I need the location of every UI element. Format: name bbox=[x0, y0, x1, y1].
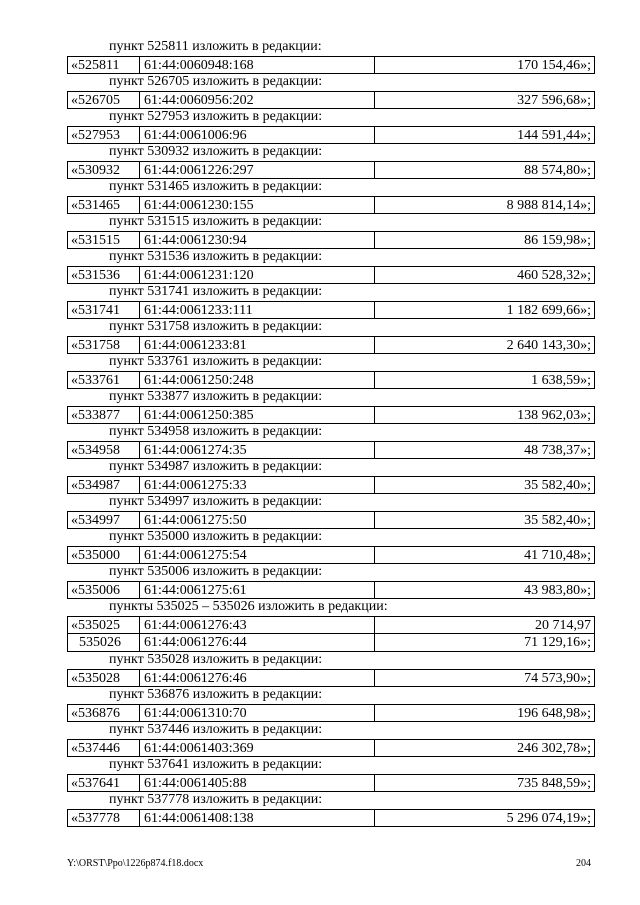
amendment-heading: пункт 530932 изложить в редакции: bbox=[109, 143, 323, 159]
item-number: «531741 bbox=[68, 302, 140, 318]
amendment-heading: пункт 537641 изложить в редакции: bbox=[109, 756, 323, 772]
cadastral-value: 144 591,44»; bbox=[517, 127, 591, 143]
table-row bbox=[67, 511, 595, 529]
item-number: «535006 bbox=[68, 582, 140, 598]
amendment-heading: пункт 527953 изложить в редакции: bbox=[109, 108, 323, 124]
item-number: «534987 bbox=[68, 477, 140, 493]
cadastral-number: 61:44:0061310:70 bbox=[140, 705, 375, 721]
item-number: «531536 bbox=[68, 267, 140, 283]
item-number: «537446 bbox=[68, 740, 140, 756]
table-row bbox=[67, 704, 595, 722]
amendment-table bbox=[67, 739, 595, 757]
cadastral-value: 2 640 143,30»; bbox=[506, 337, 591, 353]
cadastral-value: 71 129,16»; bbox=[524, 634, 591, 650]
cadastral-number: 61:44:0060948:168 bbox=[140, 57, 375, 73]
item-number: «527953 bbox=[68, 127, 140, 143]
cadastral-number: 61:44:0061275:54 bbox=[140, 547, 375, 563]
cadastral-value: 74 573,90»; bbox=[524, 670, 591, 686]
item-number: «531758 bbox=[68, 337, 140, 353]
cadastral-number: 61:44:0061233:81 bbox=[140, 337, 375, 353]
amendment-heading: пункт 533761 изложить в редакции: bbox=[109, 353, 323, 369]
cadastral-number: 61:44:0061250:385 bbox=[140, 407, 375, 423]
amendment-heading: пункт 526705 изложить в редакции: bbox=[109, 73, 323, 89]
cadastral-value: 170 154,46»; bbox=[517, 57, 591, 73]
amendment-table bbox=[67, 406, 595, 424]
table-row bbox=[67, 616, 595, 634]
amendment-table bbox=[67, 581, 595, 599]
table-row bbox=[67, 406, 595, 424]
amendment-table bbox=[67, 126, 595, 144]
cadastral-value: 196 648,98»; bbox=[517, 705, 591, 721]
amendment-table bbox=[67, 56, 595, 74]
table-row bbox=[67, 56, 595, 74]
amendment-heading: пункт 533877 изложить в редакции: bbox=[109, 388, 323, 404]
amendment-heading: пункт 531515 изложить в редакции: bbox=[109, 213, 323, 229]
item-number: «535025 bbox=[68, 617, 140, 633]
cadastral-value: 48 738,37»; bbox=[524, 442, 591, 458]
cadastral-number: 61:44:0061405:88 bbox=[140, 775, 375, 791]
cadastral-value: 5 296 074,19»; bbox=[506, 810, 591, 826]
cadastral-value: 138 962,03»; bbox=[517, 407, 591, 423]
amendment-heading: пункт 535000 изложить в редакции: bbox=[109, 528, 323, 544]
cadastral-number: 61:44:0061403:369 bbox=[140, 740, 375, 756]
cadastral-number: 61:44:0061006:96 bbox=[140, 127, 375, 143]
table-row bbox=[67, 231, 595, 249]
item-number: «533877 bbox=[68, 407, 140, 423]
amendment-table bbox=[67, 774, 595, 792]
file-path: Y:\ORST\Ppo\1226p874.f18.docx bbox=[67, 858, 204, 869]
amendment-table bbox=[67, 476, 595, 494]
item-number: 535026 bbox=[68, 634, 140, 651]
amendment-heading: пункт 536876 изложить в редакции: bbox=[109, 686, 323, 702]
amendment-table bbox=[67, 231, 595, 249]
cadastral-value: 327 596,68»; bbox=[517, 92, 591, 108]
table-row bbox=[67, 266, 595, 284]
item-number: «531515 bbox=[68, 232, 140, 248]
amendment-heading: пункт 525811 изложить в редакции: bbox=[109, 39, 322, 54]
amendment-table bbox=[67, 441, 595, 459]
table-row bbox=[67, 336, 595, 354]
cadastral-value: 35 582,40»; bbox=[524, 512, 591, 528]
page-number: 204 bbox=[576, 858, 591, 869]
table-row bbox=[67, 126, 595, 144]
page-footer bbox=[67, 857, 595, 871]
cadastral-number: 61:44:0060956:202 bbox=[140, 92, 375, 108]
cadastral-value: 20 714,97 bbox=[535, 617, 591, 633]
amendment-table bbox=[67, 301, 595, 319]
amendment-heading: пункт 535006 изложить в редакции: bbox=[109, 563, 323, 579]
amendment-heading: пункт 531741 изложить в редакции: bbox=[109, 283, 323, 299]
cadastral-number: 61:44:0061230:94 bbox=[140, 232, 375, 248]
cadastral-value: 1 638,59»; bbox=[531, 372, 591, 388]
cadastral-number: 61:44:0061226:297 bbox=[140, 162, 375, 178]
cadastral-value: 8 988 814,14»; bbox=[506, 197, 591, 213]
table-row bbox=[67, 809, 595, 827]
table-row bbox=[67, 161, 595, 179]
amendment-table bbox=[67, 336, 595, 354]
item-number: «525811 bbox=[68, 57, 140, 73]
table-row bbox=[67, 669, 595, 687]
amendment-heading: пункт 534987 изложить в редакции: bbox=[109, 458, 323, 474]
amendment-table bbox=[67, 546, 595, 564]
amendment-heading: пункт 537446 изложить в редакции: bbox=[109, 721, 323, 737]
cadastral-value: 41 710,48»; bbox=[524, 547, 591, 563]
table-row bbox=[67, 581, 595, 599]
amendment-heading: пункты 535025 – 535026 изложить в редакции: bbox=[109, 598, 388, 614]
amendment-table bbox=[67, 161, 595, 179]
item-number: «536876 bbox=[68, 705, 140, 721]
table-row bbox=[67, 371, 595, 389]
table-row bbox=[67, 301, 595, 319]
amendment-heading: пункт 531465 изложить в редакции: bbox=[109, 178, 323, 194]
cadastral-number: 61:44:0061230:155 bbox=[140, 197, 375, 213]
cadastral-number: 61:44:0061250:248 bbox=[140, 372, 375, 388]
table-row bbox=[67, 441, 595, 459]
cadastral-number: 61:44:0061231:120 bbox=[140, 267, 375, 283]
cadastral-number: 61:44:0061233:111 bbox=[140, 302, 375, 318]
table-row bbox=[67, 634, 595, 652]
cadastral-number: 61:44:0061274:35 bbox=[140, 442, 375, 458]
table-row bbox=[67, 196, 595, 214]
amendment-table bbox=[67, 196, 595, 214]
item-number: «526705 bbox=[68, 92, 140, 108]
cadastral-value: 86 159,98»; bbox=[524, 232, 591, 248]
table-row bbox=[67, 546, 595, 564]
amendment-table bbox=[67, 371, 595, 389]
amendment-table bbox=[67, 91, 595, 109]
table-row bbox=[67, 91, 595, 109]
cadastral-value: 35 582,40»; bbox=[524, 477, 591, 493]
item-number: «537641 bbox=[68, 775, 140, 791]
amendment-table bbox=[67, 616, 595, 652]
amendment-heading: пункт 537778 изложить в редакции: bbox=[109, 791, 323, 807]
item-number: «530932 bbox=[68, 162, 140, 178]
amendment-table bbox=[67, 266, 595, 284]
table-row bbox=[67, 739, 595, 757]
item-number: «535000 bbox=[68, 547, 140, 563]
amendment-table bbox=[67, 669, 595, 687]
cadastral-number: 61:44:0061276:44 bbox=[140, 634, 375, 651]
cadastral-value: 246 302,78»; bbox=[517, 740, 591, 756]
item-number: «535028 bbox=[68, 670, 140, 686]
amendment-heading: пункт 531536 изложить в редакции: bbox=[109, 248, 323, 264]
cadastral-value: 1 182 699,66»; bbox=[506, 302, 591, 318]
amendment-heading: пункт 535028 изложить в редакции: bbox=[109, 651, 323, 667]
cadastral-value: 43 983,80»; bbox=[524, 582, 591, 598]
document-body bbox=[67, 39, 595, 827]
cadastral-number: 61:44:0061276:46 bbox=[140, 670, 375, 686]
item-number: «531465 bbox=[68, 197, 140, 213]
cadastral-value: 460 528,32»; bbox=[517, 267, 591, 283]
amendment-heading: пункт 534958 изложить в редакции: bbox=[109, 423, 323, 439]
cadastral-value: 88 574,80»; bbox=[524, 162, 591, 178]
amendment-table bbox=[67, 704, 595, 722]
amendment-heading: пункт 534997 изложить в редакции: bbox=[109, 493, 323, 509]
cadastral-number: 61:44:0061408:138 bbox=[140, 810, 375, 826]
amendment-heading: пункт 531758 изложить в редакции: bbox=[109, 318, 323, 334]
item-number: «534958 bbox=[68, 442, 140, 458]
amendment-table bbox=[67, 809, 595, 827]
table-row bbox=[67, 774, 595, 792]
cadastral-number: 61:44:0061275:61 bbox=[140, 582, 375, 598]
cadastral-number: 61:44:0061275:50 bbox=[140, 512, 375, 528]
table-row bbox=[67, 476, 595, 494]
cadastral-number: 61:44:0061275:33 bbox=[140, 477, 375, 493]
cadastral-number: 61:44:0061276:43 bbox=[140, 617, 375, 633]
item-number: «534997 bbox=[68, 512, 140, 528]
amendment-table bbox=[67, 511, 595, 529]
item-number: «533761 bbox=[68, 372, 140, 388]
item-number: «537778 bbox=[68, 810, 140, 826]
cadastral-value: 735 848,59»; bbox=[517, 775, 591, 791]
